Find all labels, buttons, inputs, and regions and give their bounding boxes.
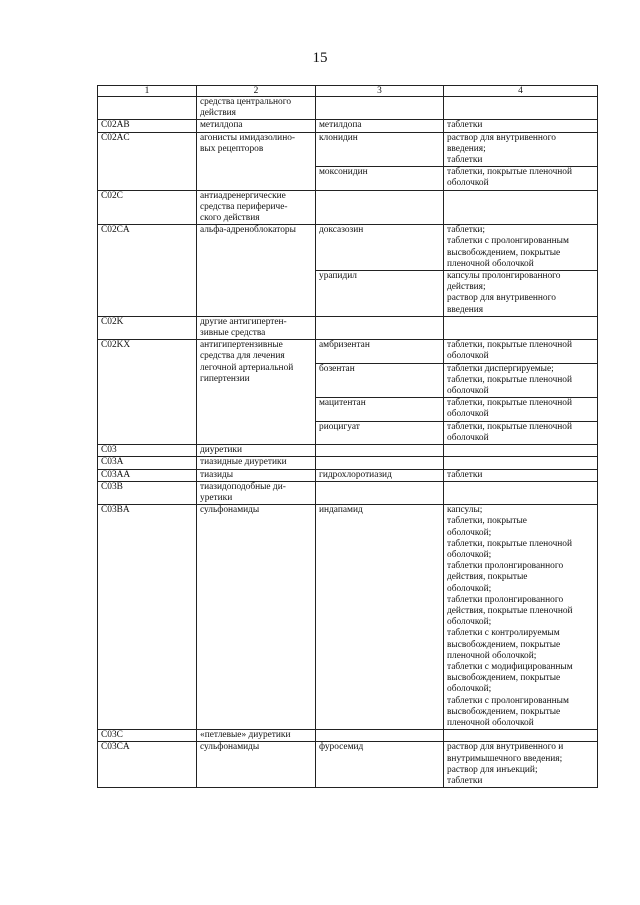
- group-name-cell: агонисты имидазолино- вых рецепторов: [197, 132, 316, 190]
- substance-cell: гидрохлоротиазид: [316, 469, 444, 481]
- header-cell: 3: [316, 86, 444, 97]
- atc-code-cell: C03BA: [98, 505, 197, 730]
- dosage-form-cell: [444, 481, 598, 504]
- atc-code-cell: C02CA: [98, 225, 197, 317]
- dosage-form-cell: таблетки, покрытые пленочной оболочкой: [444, 340, 598, 363]
- atc-code-cell: C02AB: [98, 120, 197, 132]
- substance-cell: [316, 481, 444, 504]
- dosage-form-cell: таблетки, покрытые пленочной оболочкой: [444, 398, 598, 421]
- dosage-form-cell: таблетки: [444, 469, 598, 481]
- dosage-form-cell: [444, 730, 598, 742]
- substance-cell: [316, 97, 444, 120]
- dosage-form-cell: таблетки; таблетки с пролонгированным высвобождением, покрытые пленочной оболочкой: [444, 225, 598, 271]
- substance-cell: [316, 190, 444, 225]
- dosage-form-cell: таблетки, покрытые пленочной оболочкой: [444, 167, 598, 190]
- substance-cell: бозентан: [316, 363, 444, 398]
- dosage-form-cell: таблетки, покрытые пленочной оболочкой: [444, 421, 598, 444]
- header-cell: 2: [197, 86, 316, 97]
- substance-cell: амбризентан: [316, 340, 444, 363]
- substance-cell: моксонидин: [316, 167, 444, 190]
- dosage-form-cell: [444, 190, 598, 225]
- table-row: [98, 457, 598, 469]
- atc-code-cell: C02KX: [98, 340, 197, 445]
- atc-code-cell: C03A: [98, 457, 197, 469]
- dosage-form-cell: [444, 445, 598, 457]
- atc-code-cell: C02AC: [98, 132, 197, 190]
- table-row: [98, 225, 598, 271]
- substance-cell: фуросемид: [316, 742, 444, 788]
- substance-cell: мацитентан: [316, 398, 444, 421]
- group-name-cell: средства центрального действия: [197, 97, 316, 120]
- page-number: 15: [312, 50, 328, 66]
- atc-code-cell: C03C: [98, 730, 197, 742]
- atc-code-cell: C03: [98, 445, 197, 457]
- group-name-cell: сульфонамиды: [197, 505, 316, 730]
- header-cell: 4: [444, 86, 598, 97]
- table-row: [98, 190, 598, 225]
- substance-cell: клонидин: [316, 132, 444, 167]
- substance-cell: урапидил: [316, 271, 444, 317]
- atc-code-cell: C03AA: [98, 469, 197, 481]
- table-row: [98, 730, 598, 742]
- dosage-form-cell: таблетки диспергируемые; таблетки, покрытые пленочной оболочкой: [444, 363, 598, 398]
- dosage-form-cell: [444, 457, 598, 469]
- group-name-cell: «петлевые» диуретики: [197, 730, 316, 742]
- group-name-cell: тиазидные диуретики: [197, 457, 316, 469]
- substance-cell: [316, 457, 444, 469]
- substance-cell: доксазозин: [316, 225, 444, 271]
- substance-cell: метилдопа: [316, 120, 444, 132]
- table-row: [98, 445, 598, 457]
- group-name-cell: антигипертензивные средства для лечения легочной артериальной гипертензии: [197, 340, 316, 445]
- atc-code-cell: C02K: [98, 316, 197, 339]
- atc-code-cell: C03CA: [98, 742, 197, 788]
- table-row: [98, 505, 598, 730]
- dosage-form-cell: раствор для внутривенного и внутримышечного введения; раствор для инъекций; таблетки: [444, 742, 598, 788]
- group-name-cell: тиазиды: [197, 469, 316, 481]
- table-header-row: [98, 86, 598, 97]
- group-name-cell: метилдопа: [197, 120, 316, 132]
- dosage-form-cell: [444, 97, 598, 120]
- group-name-cell: сульфонамиды: [197, 742, 316, 788]
- substance-cell: [316, 316, 444, 339]
- substance-cell: риоцигуат: [316, 421, 444, 444]
- group-name-cell: антиадренергические средства перифериче- ского действия: [197, 190, 316, 225]
- table-row: [98, 469, 598, 481]
- table-row: [98, 132, 598, 167]
- dosage-form-cell: капсулы пролонгированного действия; раствор для внутривенного введения: [444, 271, 598, 317]
- group-name-cell: тиазидоподобные ди- уретики: [197, 481, 316, 504]
- dosage-form-cell: [444, 316, 598, 339]
- header-cell: 1: [98, 86, 197, 97]
- dosage-form-cell: раствор для внутривенного введения; таблетки: [444, 132, 598, 167]
- drug-table: [97, 85, 598, 788]
- table-row: [98, 120, 598, 132]
- atc-code-cell: C02C: [98, 190, 197, 225]
- table-row: [98, 481, 598, 504]
- atc-code-cell: [98, 97, 197, 120]
- table-row: [98, 97, 598, 120]
- table-row: [98, 316, 598, 339]
- group-name-cell: диуретики: [197, 445, 316, 457]
- group-name-cell: другие антигипертен- зивные средства: [197, 316, 316, 339]
- substance-cell: [316, 730, 444, 742]
- substance-cell: [316, 445, 444, 457]
- table-row: [98, 340, 598, 363]
- substance-cell: индапамид: [316, 505, 444, 730]
- dosage-form-cell: таблетки: [444, 120, 598, 132]
- group-name-cell: альфа-адреноблокаторы: [197, 225, 316, 317]
- table-body: [98, 86, 598, 788]
- atc-code-cell: C03B: [98, 481, 197, 504]
- table-row: [98, 742, 598, 788]
- dosage-form-cell: капсулы; таблетки, покрытые оболочкой; таблетки, покрытые пленочной оболочкой; таблетки пролонгированного действия, покрытые оболочкой; таблетки пролонгированного действия, покрытые пленочной оболочкой; таблетки с контролируемым высвобождением, покрытые пленочной оболочкой; таблетки с модифицированным высвобождением, покрытые оболочкой; таблетки с пролонгированным высвобождением, покрытые пленочной оболочкой: [444, 505, 598, 730]
